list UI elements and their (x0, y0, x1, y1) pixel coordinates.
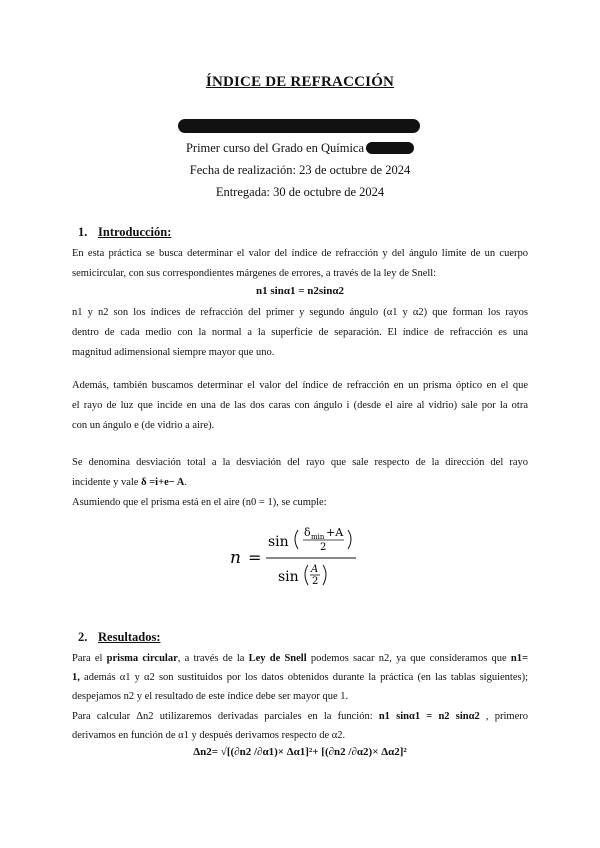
bold-term: 1, (72, 672, 80, 683)
text-fragment: además α1 y α2 son sustituidos por los datos obtenidos durante la práctica (en las tablas siguientes); (79, 672, 528, 683)
section-number: 2. (78, 630, 88, 644)
formula-a-den: A (311, 564, 319, 575)
section-heading-results (78, 630, 161, 645)
formula-two-numerator: 2 (320, 542, 327, 553)
intro-paragraph-1 (72, 244, 528, 284)
text-fragment: podemos sacar n2, ya que consideramos que (306, 653, 511, 664)
bold-equation: n1 sinα1 = n2 sinα2 (378, 711, 480, 722)
text-fragment: Para calcular Δn2 utilizaremos derivadas parciales en la función: (72, 711, 379, 722)
bold-term: n1= (510, 653, 528, 664)
text-line (72, 707, 528, 726)
text-line: magnitud adimensional siempre mayor que uno. (72, 347, 275, 358)
text-line: derivamos en función de α1 y después derivamos respecto de α2. (72, 730, 346, 741)
formula-sin-denominator: sin (278, 569, 299, 585)
text-fragment: Para el (72, 653, 107, 664)
section-heading-intro (78, 225, 171, 240)
formula-min: min (311, 533, 325, 541)
formula-paren-right-den (323, 565, 326, 585)
results-paragraph-2 (72, 707, 528, 745)
results-paragraph-1 (72, 649, 528, 706)
section-title: Resultados: (98, 630, 161, 644)
text-line (72, 649, 528, 668)
formula-delta: δ (304, 526, 311, 539)
text-line: Además, también buscamos determinar el valor del índice de refracción en un prisma óptico en el que (72, 380, 528, 391)
text-line: Se denomina desviación total a la desviación del rayo que sale respecto de la dirección del rayo (72, 457, 528, 468)
formula-equals: = (248, 548, 262, 567)
formula-plus-a: +A (326, 526, 344, 539)
text-line (72, 668, 528, 687)
intro-paragraph-3 (72, 376, 528, 436)
text-line: despejamos n2 y el resultado de este índice debe ser mayor que 1. (72, 691, 349, 702)
document-title: ÍNDICE DE REFRACCIÓN (205, 74, 395, 90)
formula-paren-left-den (305, 565, 308, 585)
formula-n: n (230, 548, 241, 568)
intro-paragraph-4 (72, 453, 528, 513)
text-fragment: , primero (479, 711, 528, 722)
text-fragment: , a través de la (177, 653, 249, 664)
prism-refraction-formula (228, 522, 378, 592)
text-line: n1 y n2 son los índices de refracción del primer y segundo ángulo (α1 y α2) que forman los rayos (72, 307, 528, 318)
text-fragment: incidente y vale (72, 477, 142, 488)
formula-two-den: 2 (312, 576, 319, 587)
text-line: el rayo de luz que incide en una de las dos caras con ángulo i (desde el aire al vidrio) sale por la otra (72, 400, 528, 411)
text-line: dentro de cada medio con la normal a la superficie de separación. El índice de refracción es una (72, 327, 528, 338)
snell-law-equation: n1 sinα1 = n2sinα2 (256, 285, 344, 297)
date-delivered: Entregada: 30 de octubre de 2024 (215, 185, 385, 199)
text-line: con un ángulo e (de vidrio a aire). (72, 420, 215, 431)
redacted-author-names (178, 119, 420, 133)
formula-paren-left (295, 530, 298, 549)
section-number: 1. (78, 225, 88, 239)
text-line: En esta práctica se busca determinar el valor del índice de refracción y del ángulo límite de un cuerpo (72, 248, 528, 259)
intro-paragraph-2 (72, 303, 528, 363)
formula-sin-numerator: sin (268, 534, 289, 550)
redacted-group (366, 142, 414, 154)
bold-term: Ley de Snell (248, 653, 307, 664)
date-done: Fecha de realización: 23 de octubre de 2024 (189, 163, 411, 177)
course-text: Primer curso del Grado en Química (185, 141, 365, 155)
text-line (72, 473, 528, 493)
course-line (0, 141, 600, 156)
text-fragment: . (184, 477, 187, 488)
text-line: semicircular, con sus correspondientes márgenes de errores, a través de la ley de Snell: (72, 268, 437, 279)
text-line: Asumiendo que el prisma está en el aire (n0 = 1), se cumple: (72, 497, 327, 508)
section-title: Introducción: (98, 225, 172, 239)
formula-paren-right (348, 530, 351, 549)
error-propagation-equation: Δn2= √[(∂n2 /∂α1)× Δα1]²+ [(∂n2 /∂α2)× Δα2]² (193, 746, 407, 758)
deviation-formula: δ =i+e− A (141, 477, 185, 488)
bold-term: prisma circular (106, 653, 178, 664)
